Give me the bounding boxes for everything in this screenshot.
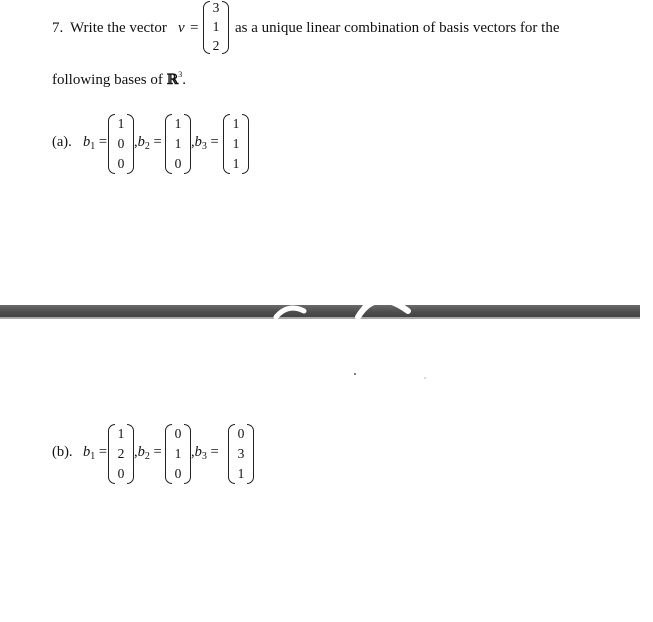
speck-mark bbox=[354, 373, 356, 375]
part-b-b3-entry-1: 0 bbox=[237, 426, 245, 441]
b3-equals: = bbox=[210, 444, 219, 460]
part-a-b3-lhs bbox=[191, 134, 219, 152]
part-a-b2-lhs bbox=[134, 134, 162, 152]
problem-continuation: as a unique linear combination of basis vectors for the bbox=[235, 20, 560, 36]
b2-separator: , bbox=[134, 444, 138, 460]
right-paren bbox=[184, 424, 191, 484]
part-b-b3-lhs bbox=[191, 444, 219, 462]
right-paren bbox=[242, 114, 249, 174]
part-b-b2-entry-2: 1 bbox=[174, 446, 182, 461]
problem-line2-text: following bases of bbox=[52, 72, 163, 88]
logo-arc-icon bbox=[270, 293, 420, 317]
vector-variable: v bbox=[178, 20, 185, 36]
part-b-b1-vector bbox=[111, 423, 131, 485]
right-paren bbox=[222, 1, 229, 54]
part-b-b1-lhs bbox=[83, 444, 107, 462]
part-b-label: (b). bbox=[52, 444, 73, 460]
problem-period: . bbox=[182, 72, 186, 88]
b1-equals: = bbox=[98, 444, 108, 460]
vector-v bbox=[206, 0, 226, 55]
b3-separator: , bbox=[191, 134, 195, 150]
vector-v-entry-1: 3 bbox=[212, 0, 220, 15]
part-a-b3-entry-3: 1 bbox=[232, 156, 240, 171]
part-b-b2-entry-1: 0 bbox=[174, 426, 182, 441]
speck-mark bbox=[424, 377, 426, 379]
part-a-b2-entry-1: 1 bbox=[174, 116, 182, 131]
right-paren bbox=[184, 114, 191, 174]
part-a-label: (a). bbox=[52, 134, 72, 150]
part-a-b1-lhs bbox=[83, 134, 107, 152]
b1-subscript: 1 bbox=[90, 451, 96, 462]
vector-equals: = bbox=[190, 20, 199, 36]
part-b-b2-entry-3: 0 bbox=[174, 466, 182, 481]
b2-name: b bbox=[137, 444, 145, 460]
real-space-symbol: ℝ bbox=[166, 72, 179, 88]
problem-intro: Write the vector bbox=[70, 20, 167, 36]
part-b-b2-vector bbox=[168, 423, 188, 485]
b3-name: b bbox=[194, 444, 202, 460]
part-b-b1-entry-1: 1 bbox=[117, 426, 125, 441]
part-a-b2-entry-3: 0 bbox=[174, 156, 182, 171]
b3-equals: = bbox=[210, 134, 219, 150]
part-a-b1-vector bbox=[111, 113, 131, 175]
b3-subscript: 3 bbox=[201, 451, 207, 462]
banner-edge bbox=[0, 317, 640, 319]
part-b-b3-entry-2: 3 bbox=[237, 446, 245, 461]
part-a-b3-entry-2: 1 bbox=[232, 136, 240, 151]
part-b-b1-entry-3: 0 bbox=[117, 466, 125, 481]
problem-number: 7. bbox=[52, 20, 64, 36]
part-a-b1-entry-3: 0 bbox=[117, 156, 125, 171]
part-b-b3-vector bbox=[231, 423, 251, 485]
part-b-b3-entry-3: 1 bbox=[237, 466, 245, 481]
part-a-b3-entry-1: 1 bbox=[232, 116, 240, 131]
b2-equals: = bbox=[153, 444, 162, 460]
part-b-b1-entry-2: 2 bbox=[117, 446, 125, 461]
part-a-b2-vector bbox=[168, 113, 188, 175]
right-paren bbox=[127, 424, 134, 484]
b3-name: b bbox=[194, 134, 202, 150]
part-a-b1-entry-2: 0 bbox=[117, 136, 125, 151]
b2-subscript: 2 bbox=[144, 451, 150, 462]
page-break-banner bbox=[0, 305, 640, 319]
b2-equals: = bbox=[153, 134, 162, 150]
b1-equals: = bbox=[98, 134, 108, 150]
b2-name: b bbox=[137, 134, 145, 150]
part-a-b1-entry-1: 1 bbox=[117, 116, 125, 131]
vector-v-entry-3: 2 bbox=[212, 38, 220, 53]
part-a-b3-vector bbox=[226, 113, 246, 175]
b3-separator: , bbox=[191, 444, 195, 460]
vector-v-entry-2: 1 bbox=[212, 19, 220, 34]
right-paren bbox=[247, 424, 254, 484]
right-paren bbox=[127, 114, 134, 174]
part-a-b2-entry-2: 1 bbox=[174, 136, 182, 151]
b3-subscript: 3 bbox=[201, 141, 207, 152]
part-b-b2-lhs bbox=[134, 444, 162, 462]
b2-subscript: 2 bbox=[144, 141, 150, 152]
b1-name: b bbox=[83, 444, 91, 460]
b2-separator: , bbox=[134, 134, 138, 150]
problem-line2 bbox=[52, 70, 186, 89]
real-space-exponent: 3 bbox=[178, 70, 183, 79]
b1-subscript: 1 bbox=[90, 141, 96, 152]
b1-name: b bbox=[83, 134, 91, 150]
